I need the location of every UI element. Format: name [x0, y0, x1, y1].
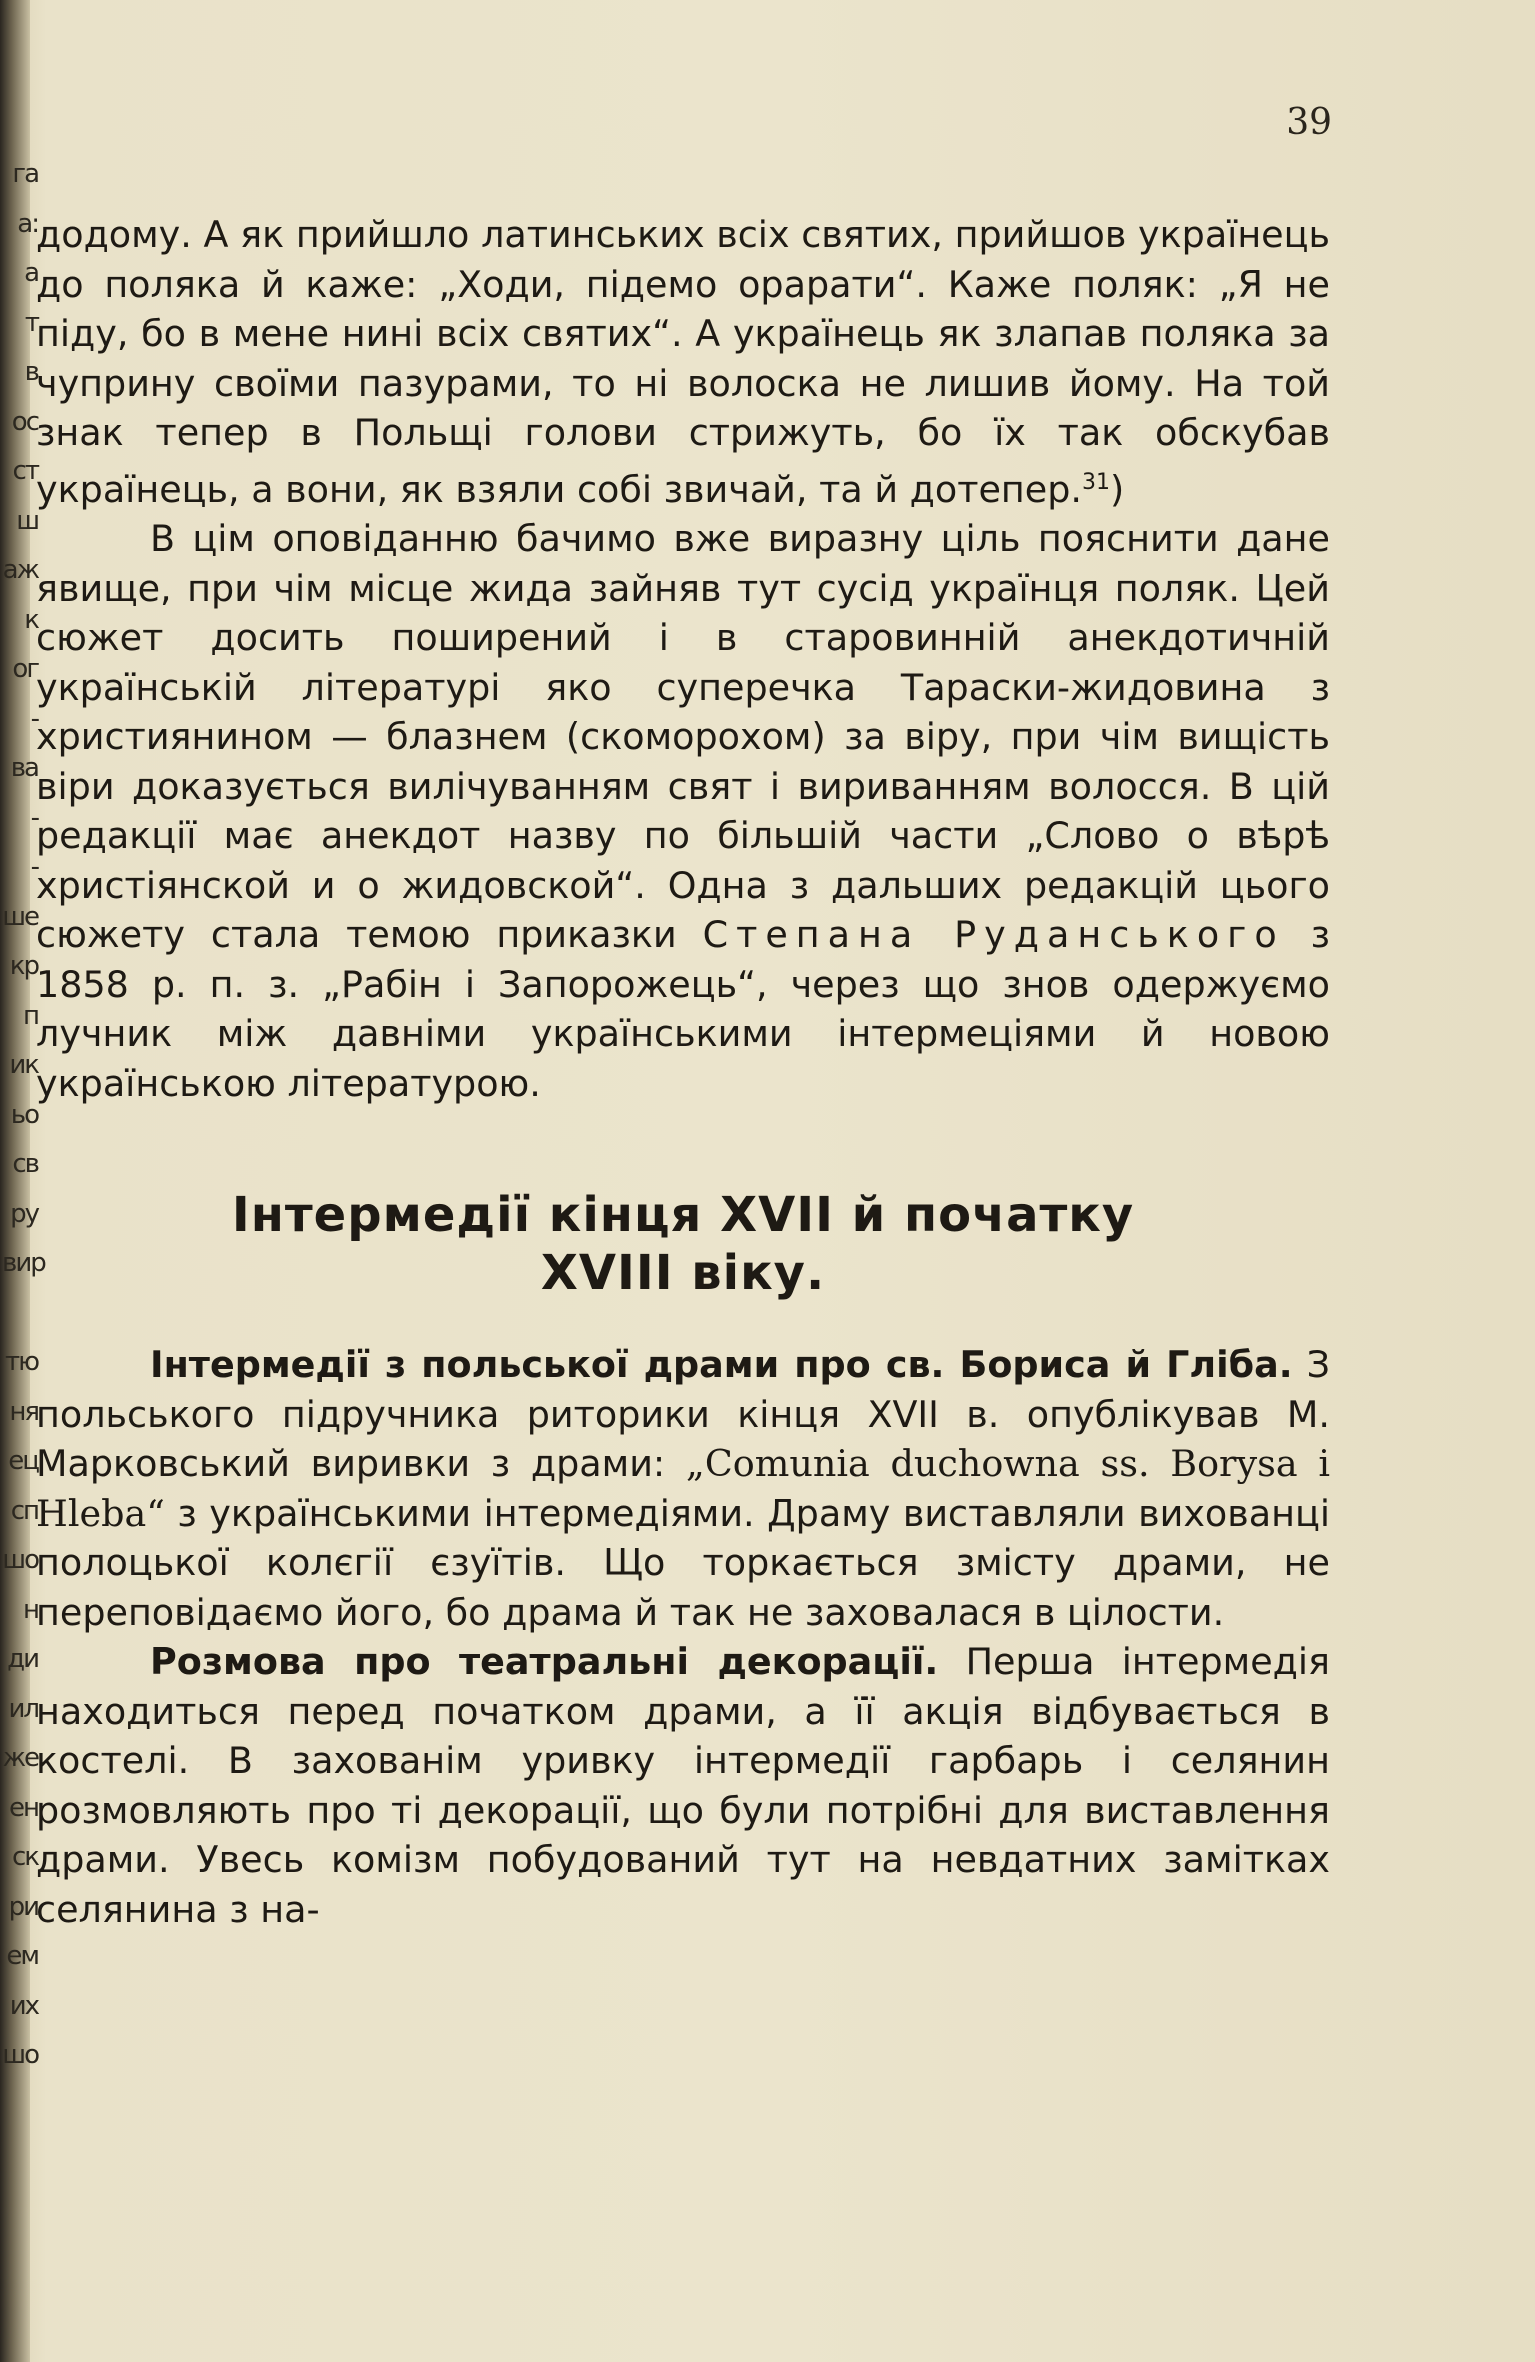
- margin-fragment: п: [23, 1000, 38, 1031]
- paragraph-analysis: [36, 514, 1330, 1108]
- subsection-boris-gleb-text1: З польського підручника риторики кінця XVII в. опублікував М. Марковський виривки з драми:: [36, 1343, 1330, 1486]
- margin-fragment: т: [24, 307, 38, 338]
- margin-fragment: -: [30, 802, 38, 833]
- margin-fragment: сп: [10, 1495, 38, 1526]
- margin-fragment: ен: [9, 1792, 38, 1823]
- margin-fragment: ем: [6, 1941, 38, 1971]
- adjacent-page-edge: [2, 150, 45, 2070]
- margin-fragment: ш: [16, 505, 38, 536]
- section-heading-line1: Інтермедії кінця XVII й початку: [231, 1187, 1135, 1244]
- margin-fragment: шо: [2, 2040, 38, 2070]
- margin-fragment: ва: [10, 753, 38, 783]
- paragraph-analysis-part1: В цім оповіданню бачимо вже виразну ціль пояснити дане явище, при чім місце жида зайняв тут сусід українця поляк. Цей сюжет досить поширений і в старовинній анекдотичній українській літературі яко суперечка Тараски-жидовина з християнином — блазнем (скоморохом) за віру, при чім вищість віри доказується вилічуванням свят і вириванням волосся. В цій редакції має анекдот назву по більшій части „Слово о вѣрѣ христіянской и о жидовской“. Одна з дальших редакцій цього сюжету стала темою приказки: [36, 517, 1330, 957]
- section-heading-line2: XVIII віку.: [540, 1245, 826, 1302]
- margin-fragment: ня: [9, 1396, 38, 1427]
- latin-drama-title: „Comunia duchowna ss. Borysa i Hleba“: [36, 1442, 1330, 1535]
- paragraph-anecdote: [36, 210, 1330, 514]
- footnote-ref: 31: [1082, 469, 1111, 495]
- margin-fragment: ик: [9, 1050, 38, 1080]
- footnote-paren: ): [1110, 467, 1125, 511]
- margin-fragment: ри: [8, 1891, 38, 1922]
- margin-fragment: га: [12, 159, 38, 189]
- margin-fragment: ск: [12, 1842, 38, 1872]
- margin-fragment: кр: [9, 951, 38, 981]
- margin-fragment: -: [30, 703, 38, 734]
- margin-fragment: н: [23, 1594, 38, 1625]
- subsection-decorations-title: Розмова про театральні декорації.: [150, 1640, 939, 1684]
- author-name-spaced: Степана Руданського: [702, 913, 1285, 957]
- margin-fragment: же: [2, 1743, 38, 1773]
- margin-fragment: ди: [7, 1644, 38, 1674]
- margin-fragment: в: [24, 357, 38, 387]
- paragraph-analysis-part2: з 1858 р. п. з. „Рабін і Запорожець“, через що знов одержуємо лучник між давніми українськими інтермеціями й новою українською літературою.: [36, 913, 1330, 1105]
- margin-fragment: ше: [2, 901, 38, 932]
- margin-fragment: аж: [2, 555, 38, 585]
- margin-fragment: а: [24, 258, 38, 288]
- margin-fragment: к: [24, 604, 38, 635]
- margin-fragment: ст: [12, 456, 38, 486]
- margin-fragment: ец: [8, 1446, 38, 1476]
- margin-fragment: ьо: [10, 1099, 38, 1130]
- paragraph-anecdote-text: додому. А як прийшло латинських всіх святих, прийшов українець до поляка й каже: „Ходи, підемо орарати“. Каже поляк: „Я не піду, бо в мене нині всіх святих“. А українець як злапав поляка за чуприну своїми пазурами, то ні волоска не лишив йому. На той знак тепер в Польщі голови стрижуть, бо їх так обскубав українець, а вони, як взяли собі звичай, та й дотепер.: [36, 213, 1330, 511]
- subsection-decorations: [36, 1637, 1330, 1934]
- margin-fragment: ос: [11, 406, 38, 437]
- margin-fragment: св: [12, 1149, 38, 1179]
- subsection-decorations-text: Перша інтермедія находиться перед початком драми, а її акція відбувається в костелі. В захованім уривку інтермедії гарбарь і селянин розмовляють про ті декорації, що були потрібні для виставлення драми. Увесь комізм побудований тут на невдатних замітках селянина з на-: [36, 1640, 1330, 1931]
- margin-fragment: а:: [17, 208, 38, 239]
- subsection-boris-gleb-text2: з українськими інтермедіями. Драму виставляли вихованці полоцької колєгії єзуїтів. Що торкається змісту драми, не переповідаємо його, бо драма й так не заховалася в цілости.: [36, 1491, 1330, 1634]
- margin-fragment: ил: [8, 1693, 38, 1724]
- page-body: [36, 210, 1330, 1934]
- margin-fragment: шо: [2, 1545, 38, 1575]
- margin-fragment: ру: [10, 1198, 38, 1229]
- margin-fragment: их: [9, 1990, 38, 2021]
- margin-fragment: [2, 1289, 38, 1339]
- margin-fragment: вир: [2, 1248, 45, 1278]
- margin-fragment: -: [30, 852, 38, 882]
- page-number: 39: [1286, 102, 1332, 143]
- margin-fragment: ог: [12, 654, 38, 684]
- subsection-boris-gleb: [36, 1340, 1330, 1637]
- section-heading: [36, 1186, 1330, 1302]
- margin-fragment: тю: [4, 1347, 38, 1377]
- subsection-boris-gleb-title: Інтермедії з польської драми про св. Бориса й Гліба.: [150, 1343, 1293, 1387]
